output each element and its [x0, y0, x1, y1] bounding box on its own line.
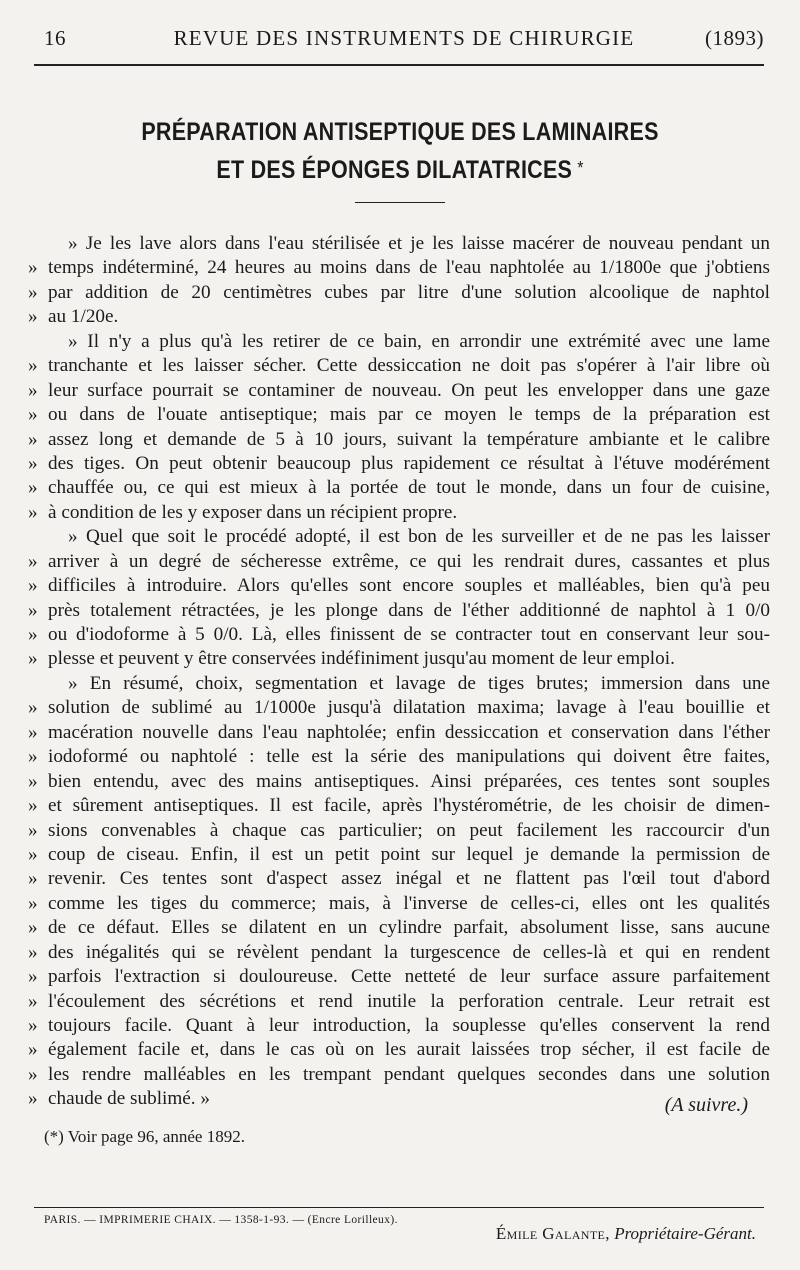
line-text: à condition de les y exposer dans un récipient propre. [48, 501, 458, 523]
line-text: » Il n'y a plus qu'à les retirer de ce bain, en arrondir une extrémité avec une lame [68, 330, 770, 352]
guillemet-margin: » [28, 746, 38, 768]
title-line-2 [108, 150, 693, 188]
text-line [28, 452, 770, 476]
text-line [28, 281, 770, 305]
guillemet-margin: » [28, 892, 38, 914]
guillemet-margin: » [28, 819, 38, 841]
guillemet-margin: » [28, 721, 38, 743]
running-header [44, 26, 764, 54]
line-text: tranchante et les laisser sécher. Cette dessiccation ne doit pas s'opérer à l'air libre où [48, 355, 770, 377]
line-text: solution de sublimé au 1/1000e jusqu'à dilatation maxima; lavage à l'eau bouillie et [48, 697, 770, 719]
article-title [108, 114, 693, 188]
text-line [28, 990, 770, 1014]
line-text: ou d'iodoforme à 5 0/0. Là, elles finissent de se contracter tout en conservant leur sou- [48, 624, 770, 645]
text-line [28, 770, 770, 794]
guillemet-margin: » [28, 355, 38, 377]
guillemet-margin: » [28, 941, 38, 963]
line-text: des tiges. On peut obtenir beaucoup plus rapidement ce résultat à l'étuve modérément [48, 452, 770, 474]
text-line [28, 794, 770, 818]
guillemet-margin: » [28, 599, 38, 621]
text-line [28, 647, 770, 671]
text-line [28, 550, 770, 574]
guillemet-margin: » [28, 868, 38, 890]
line-text: comme les tiges du commerce; mais, à l'inverse de celles-ci, elles ont les qualités [48, 892, 770, 914]
guillemet-margin: » [28, 624, 38, 645]
text-line [28, 1038, 770, 1062]
guillemet-margin: » [28, 648, 38, 670]
page-number: 16 [44, 26, 66, 50]
guillemet-margin: » [28, 257, 38, 279]
line-text: arriver à un degré de sécheresse extrême, ce qui les rendrait dures, cassantes et plus [48, 550, 770, 572]
line-text: des inégalités qui se révèlent pendant la turgescence de celles-là et qui en rendent [48, 941, 770, 963]
text-line [28, 941, 770, 965]
line-text: » En résumé, choix, segmentation et lavage de tiges brutes; immersion dans une [68, 672, 770, 694]
guillemet-margin: » [28, 966, 38, 988]
guillemet-margin: » [28, 990, 38, 1012]
text-line [28, 1014, 770, 1038]
guillemet-margin: » [28, 379, 38, 401]
guillemet-margin: » [28, 1039, 38, 1061]
text-line [28, 476, 770, 500]
text-line [28, 525, 770, 549]
line-text: par addition de 20 centimètres cubes par litre d'une solution alcoolique de naphtol [48, 281, 770, 303]
text-line [28, 623, 770, 647]
text-line [28, 965, 770, 989]
text-line [28, 330, 770, 354]
text-line [28, 232, 770, 256]
publisher-name: Émile Galante, [495, 1224, 610, 1243]
guillemet-margin: » [28, 697, 38, 719]
line-text: assez long et demande de 5 à 10 jours, suivant la température ambiante et le calibre [48, 428, 770, 450]
line-text: chauffée ou, ce qui est mieux à la portée de tout le monde, dans un four de cuisine, [48, 477, 770, 499]
text-line [28, 721, 770, 745]
guillemet-margin: » [28, 428, 38, 450]
guillemet-margin: » [28, 795, 38, 817]
guillemet-margin: » [28, 843, 38, 865]
line-text: leur surface pourrait se contaminer de nouveau. On peut les envelopper dans une gaze [48, 379, 770, 401]
line-text: chaude de sublimé. » [48, 1088, 210, 1110]
text-line [28, 256, 770, 280]
guillemet-margin: » [28, 575, 38, 597]
running-title: REVUE DES INSTRUMENTS DE CHIRURGIE [173, 26, 635, 50]
line-text: coup de ciseau. Enfin, il est un petit point sur lequel je demande la permission de [48, 843, 770, 865]
line-text: revenir. Ces tentes sont d'aspect assez inégal et ne flattent pas l'œil tout d'abord [48, 868, 770, 890]
line-text: ou dans de l'ouate antiseptique; mais par ce moyen le temps de la préparation est [48, 404, 770, 426]
text-line [28, 599, 770, 623]
guillemet-margin: » [28, 404, 38, 426]
line-text: difficiles à introduire. Alors qu'elles sont encore souples et malléables, bien qu'à peu [48, 575, 770, 597]
text-line [28, 867, 770, 891]
text-line [28, 1063, 770, 1087]
to-be-continued: (A suivre.) [664, 1094, 748, 1116]
line-text: bien entendu, avec des mains antiseptiques. Ainsi préparées, ces tentes sont souples [48, 770, 770, 792]
line-text: plesse et peuvent y être conservées indéfiniment jusqu'au moment de leur emploi. [48, 648, 675, 670]
line-text: sions convenables à chaque cas particulier; on peut facilement les raccourcir d'un [48, 819, 770, 841]
title-rule [355, 202, 445, 203]
title-line-1: PRÉPARATION ANTISEPTIQUE DES LAMINAIRES [141, 118, 659, 146]
text-line [28, 672, 770, 696]
guillemet-margin: » [28, 1063, 38, 1085]
line-text: parfois l'extraction si douloureuse. Cette netteté de leur surface assure parfaitement [48, 966, 770, 988]
text-line [28, 354, 770, 378]
article-body [28, 232, 770, 1112]
line-text: temps indéterminé, 24 heures au moins dans de l'eau naphtolée au 1/1800e que j'obtiens [48, 257, 770, 279]
text-line [28, 916, 770, 940]
text-line [28, 428, 770, 452]
guillemet-margin: » [28, 1088, 38, 1110]
line-text: iodoformé ou naphtolé : telle est la série des manipulations qui doivent être faites, [48, 746, 770, 768]
line-text: au 1/20e. [48, 306, 119, 328]
guillemet-margin: » [28, 501, 38, 523]
text-line [28, 745, 770, 769]
text-line [28, 819, 770, 843]
title-footnote-marker: * [577, 158, 584, 178]
footer-rule [34, 1207, 764, 1208]
line-text: l'écoulement des sécrétions et rend inutile la perforation centrale. Leur retrait est [48, 990, 770, 1012]
guillemet-margin: » [28, 281, 38, 303]
line-text: toujours facile. Quant à leur introduction, la souplesse qu'elles conservent la rend [48, 1015, 770, 1036]
text-line [28, 892, 770, 916]
guillemet-margin: » [28, 306, 38, 328]
line-text: les rendre malléables en les trempant pendant quelques secondes dans une solution [48, 1063, 770, 1085]
line-text: macération nouvelle dans l'eau naphtolée; enfin dessiccation et conservation dans l'éther [48, 721, 770, 743]
line-text: et sûrement antiseptiques. Il est facile, après l'hystérométrie, de les choisir de dimen- [48, 795, 770, 817]
line-text: près totalement rétractées, je les plonge dans de l'éther additionné de naphtol à 1 0/0 [48, 599, 770, 621]
text-line [28, 501, 770, 525]
guillemet-margin: » [28, 917, 38, 939]
header-rule [34, 64, 764, 66]
header-year: (1893) [705, 26, 764, 50]
text-line [28, 574, 770, 598]
text-line [28, 1087, 770, 1111]
guillemet-margin: » [28, 770, 38, 792]
text-line [28, 843, 770, 867]
guillemet-margin: » [28, 477, 38, 499]
publisher-role: Propriétaire-Gérant. [614, 1224, 756, 1243]
line-text: » Quel que soit le procédé adopté, il est bon de les surveiller et de ne pas les laisser [68, 526, 770, 548]
line-text: » Je les lave alors dans l'eau stérilisée et je les laisse macérer de nouveau pendant un [68, 233, 770, 254]
text-line [28, 305, 770, 329]
printer-imprint: PARIS. — IMPRIMERIE CHAIX. — 1358-1-93. — (Encre Lorilleux). [44, 1214, 398, 1226]
guillemet-margin: » [28, 452, 38, 474]
footnote: (*) Voir page 96, année 1892. [44, 1127, 245, 1146]
bleed-through-texture [80, 92, 85, 114]
publisher-signature [496, 1224, 756, 1244]
text-line [28, 379, 770, 403]
title-line-2-text: ET DES ÉPONGES DILATATRICES [216, 156, 573, 184]
guillemet-margin: » [28, 1015, 38, 1036]
line-text: de ce défaut. Elles se dilatent en un cylindre parfait, absolument lisse, sans aucune [48, 917, 770, 939]
line-text: également facile et, dans le cas où on les aurait laissées trop sécher, il est facile de [48, 1039, 770, 1061]
text-line [28, 403, 770, 427]
text-line [28, 696, 770, 720]
guillemet-margin: » [28, 550, 38, 572]
